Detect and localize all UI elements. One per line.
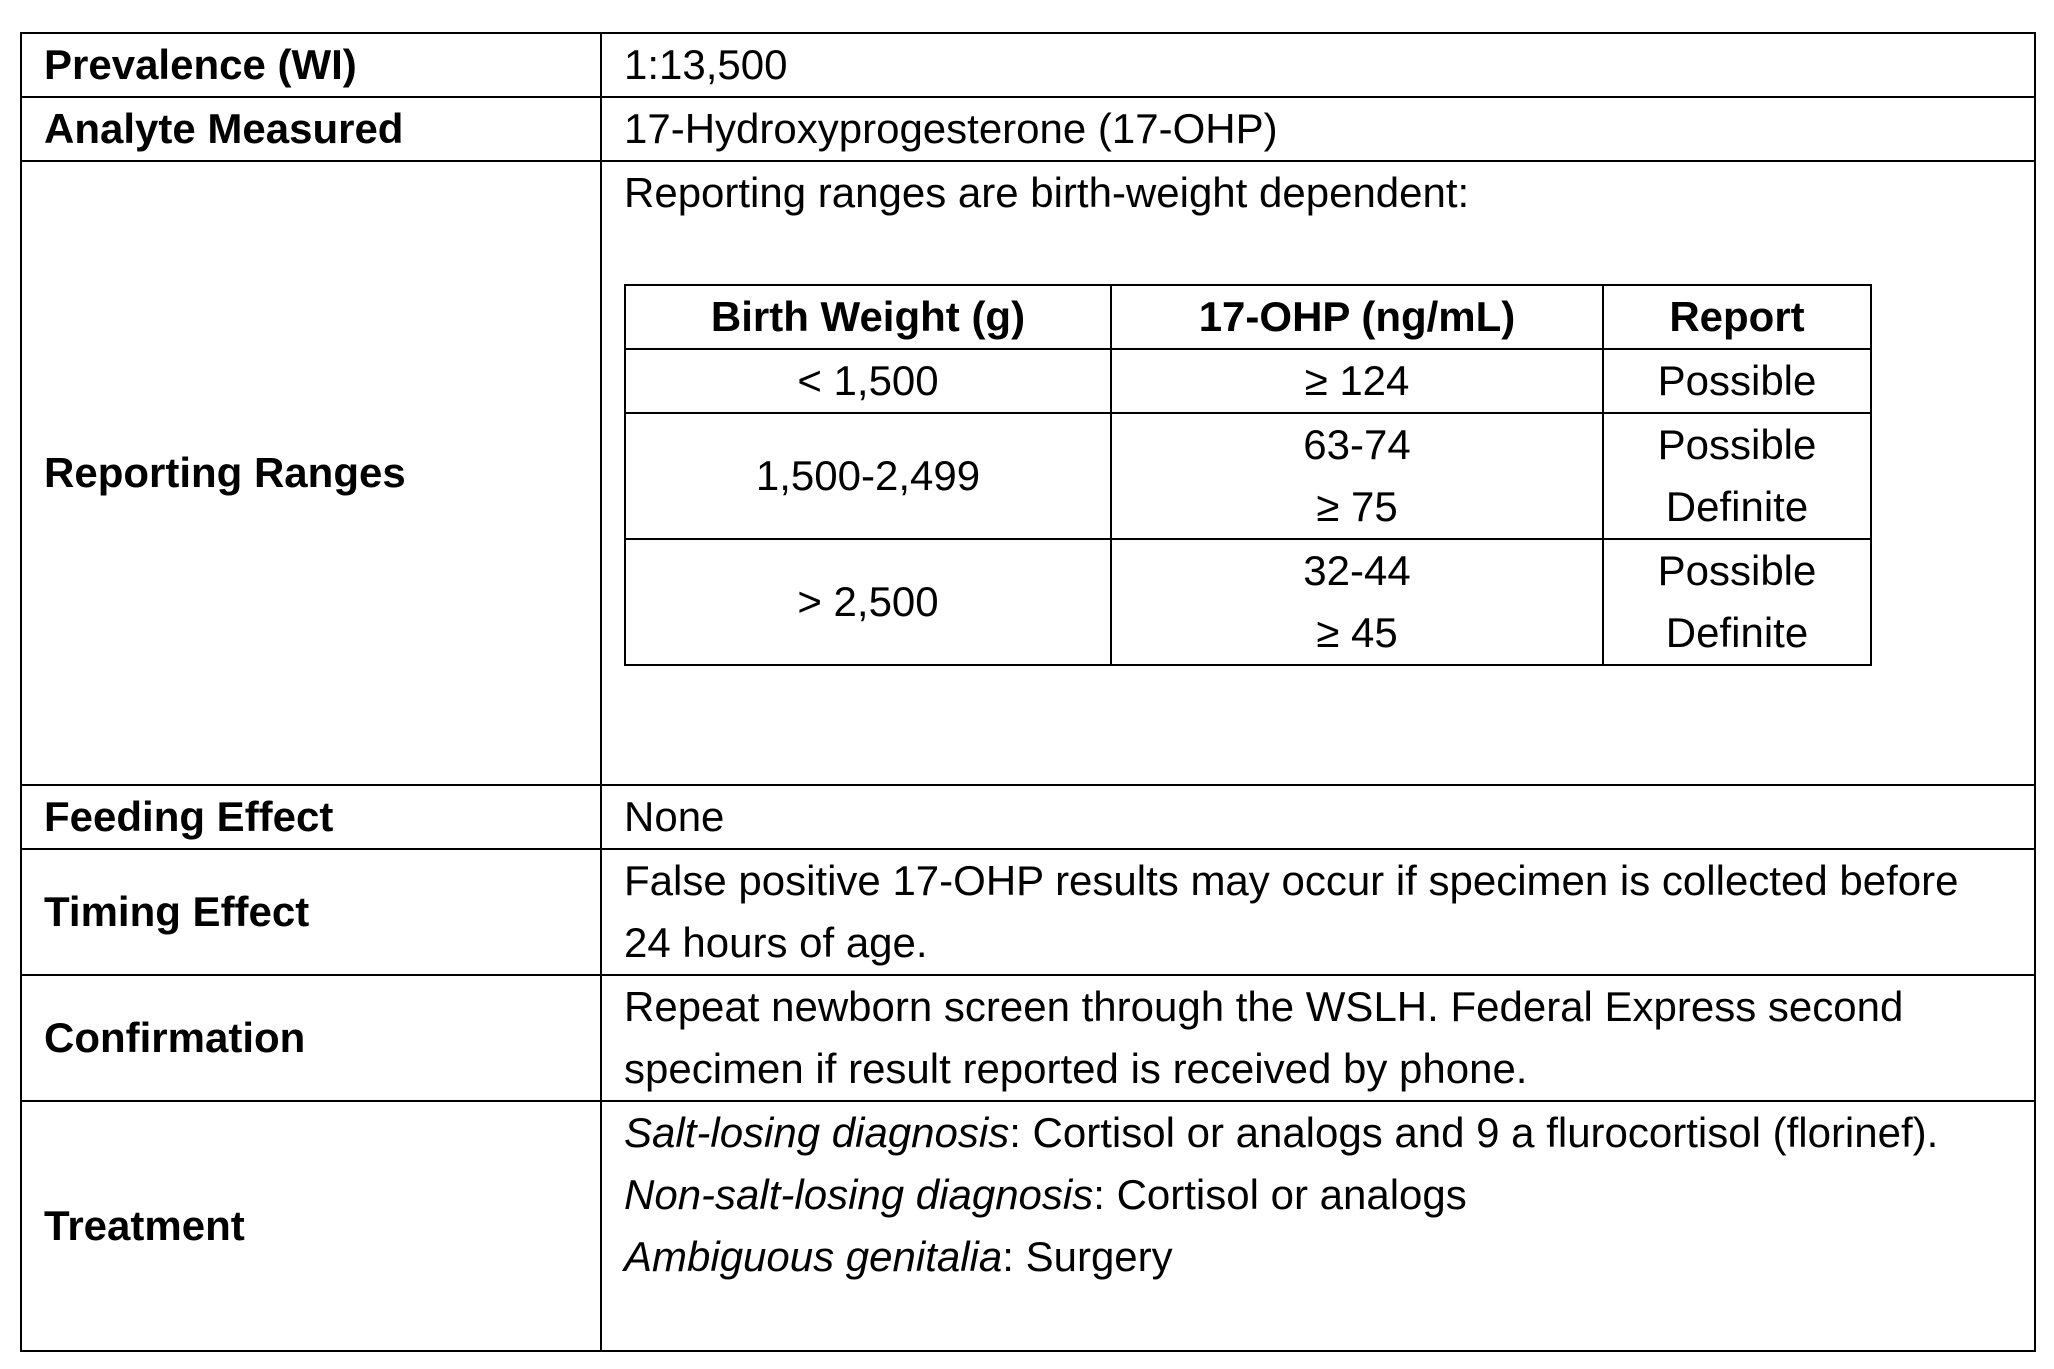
reporting-ranges-intro: Reporting ranges are birth-weight dependent:: [624, 169, 1470, 216]
timing-effect-row: [21, 849, 2035, 975]
feeding-effect-label: Feeding Effect: [21, 785, 601, 849]
timing-effect-value: False positive 17-OHP results may occur if specimen is collected before 24 hours of age.: [601, 849, 2035, 975]
analyte-label: Analyte Measured: [21, 97, 601, 161]
reporting-ranges-label: Reporting Ranges: [21, 161, 601, 785]
weight-cell: < 1,500: [625, 349, 1111, 413]
level-value: ≥ 45: [1316, 609, 1398, 656]
birth-weight-header-row: [625, 285, 1871, 349]
reporting-ranges-row: [21, 161, 2035, 785]
treatment-item: [624, 1226, 2012, 1288]
level-value: 63-74: [1303, 421, 1411, 468]
reporting-ranges-cell: [601, 161, 2035, 785]
confirmation-value: Repeat newborn screen through the WSLH. Federal Express second specimen if result reported is received by phone.: [601, 975, 2035, 1101]
treatment-text: : Cortisol or analogs: [1093, 1171, 1467, 1218]
report-value: Definite: [1665, 483, 1809, 530]
prevalence-label: Prevalence (WI): [21, 33, 601, 97]
header-birth-weight: Birth Weight (g): [625, 285, 1111, 349]
prevalence-row: [21, 33, 2035, 97]
treatment-term: Non-salt-losing diagnosis: [624, 1171, 1094, 1218]
treatment-text: : Surgery: [1002, 1233, 1173, 1280]
report-cell: [1603, 413, 1871, 539]
feeding-effect-value: None: [601, 785, 2035, 849]
report-value: Possible: [1657, 547, 1817, 594]
birth-weight-table: [624, 284, 1872, 666]
treatment-term: Salt-losing diagnosis: [624, 1109, 1010, 1156]
feeding-effect-row: [21, 785, 2035, 849]
header-17ohp: 17-OHP (ng/mL): [1111, 285, 1603, 349]
treatment-item: [624, 1164, 2012, 1226]
treatment-term: Ambiguous genitalia: [624, 1233, 1003, 1280]
weight-cell: 1,500-2,499: [625, 413, 1111, 539]
level-value: ≥ 75: [1316, 483, 1398, 530]
header-report: Report: [1603, 285, 1871, 349]
level-cell: [1111, 539, 1603, 665]
report-cell: Possible: [1603, 349, 1871, 413]
table-row: [625, 413, 1871, 539]
timing-effect-label: Timing Effect: [21, 849, 601, 975]
treatment-row: [21, 1101, 2035, 1351]
table-row: [625, 349, 1871, 413]
level-value: 32-44: [1303, 547, 1411, 594]
report-value: Definite: [1665, 609, 1809, 656]
level-cell: ≥ 124: [1111, 349, 1603, 413]
treatment-item: [624, 1102, 2012, 1164]
table-row: [625, 539, 1871, 665]
treatment-label: Treatment: [21, 1101, 601, 1351]
confirmation-label: Confirmation: [21, 975, 601, 1101]
report-value: Possible: [1657, 421, 1817, 468]
treatment-value: [601, 1101, 2035, 1351]
analyte-value: 17-Hydroxyprogesterone (17-OHP): [601, 97, 2035, 161]
prevalence-value: 1:13,500: [601, 33, 2035, 97]
confirmation-row: [21, 975, 2035, 1101]
weight-cell: > 2,500: [625, 539, 1111, 665]
analyte-row: [21, 97, 2035, 161]
treatment-text: : Cortisol or analogs and 9 a flurocortisol (florinef).: [1009, 1109, 1939, 1156]
report-cell: [1603, 539, 1871, 665]
level-cell: [1111, 413, 1603, 539]
cah-info-table: [20, 32, 2036, 1352]
